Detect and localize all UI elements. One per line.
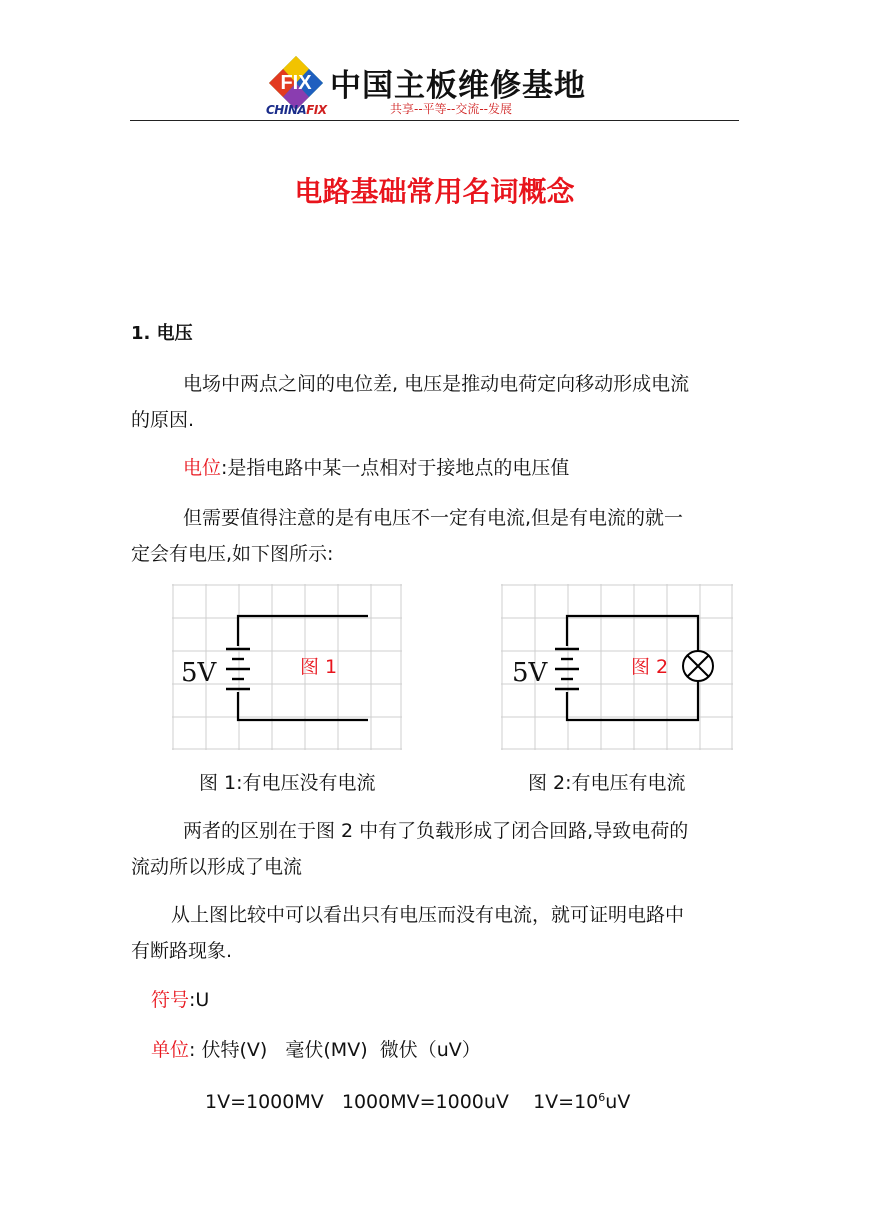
lamp-icon [683,651,713,681]
term-unit: 单位 [151,1039,190,1061]
page-title: 电路基础常用名词概念 [294,175,575,208]
symbol-line: 符号:U [151,989,210,1011]
brand-name: 中国主板维修基地 [330,68,586,104]
unit-formula: 1V=1000MV 1000MV=1000uV $1V=10^6uV$ [205,1091,631,1113]
definition-potential: 电位:是指电路中某一点相对于接地点的电压值 [183,457,570,479]
paragraph-line: 流动所以形成了电流 [131,856,303,878]
figure-2-caption: 图 2:有电压有电流 [528,772,686,794]
unit-line: 单位: 伏特(V) 毫伏(MV) 微伏（uV） [151,1039,481,1061]
figure-label: 图 1 [300,656,338,678]
circuit-figure-1 [172,584,402,750]
section-heading: 1. 电压 [131,323,193,344]
paragraph-line: 定会有电压,如下图所示: [131,543,334,565]
figure-1-caption: 图 1:有电压没有电流 [199,772,376,794]
paragraph-line: 有断路现象. [131,940,233,962]
paragraph-line: 从上图比较中可以看出只有电压而没有电流，就可证明电路中 [171,904,685,926]
page-header [130,48,739,121]
term-symbol: 符号 [151,989,190,1011]
voltage-label: 5V [181,658,217,688]
svg-text:FIX: FIX [280,72,312,94]
paragraph-line: 的原因. [131,409,195,431]
voltage-label: 5V [512,658,548,688]
brand-slogan: 共享--平等--交流--发展 [390,102,512,116]
paragraph-line: 电场中两点之间的电位差, 电压是推动电荷定向移动形成电流 [183,373,690,395]
circuit-figure-2 [501,584,733,750]
paragraph-line: 两者的区别在于图 2 中有了负载形成了闭合回路,导致电荷的 [183,820,689,842]
paragraph-line: 但需要值得注意的是有电压不一定有电流,但是有电流的就一 [183,507,684,529]
brand-en-text: CHINAFIX [266,103,327,117]
figure-label: 图 2 [631,656,669,678]
term-potential: 电位 [183,457,222,479]
